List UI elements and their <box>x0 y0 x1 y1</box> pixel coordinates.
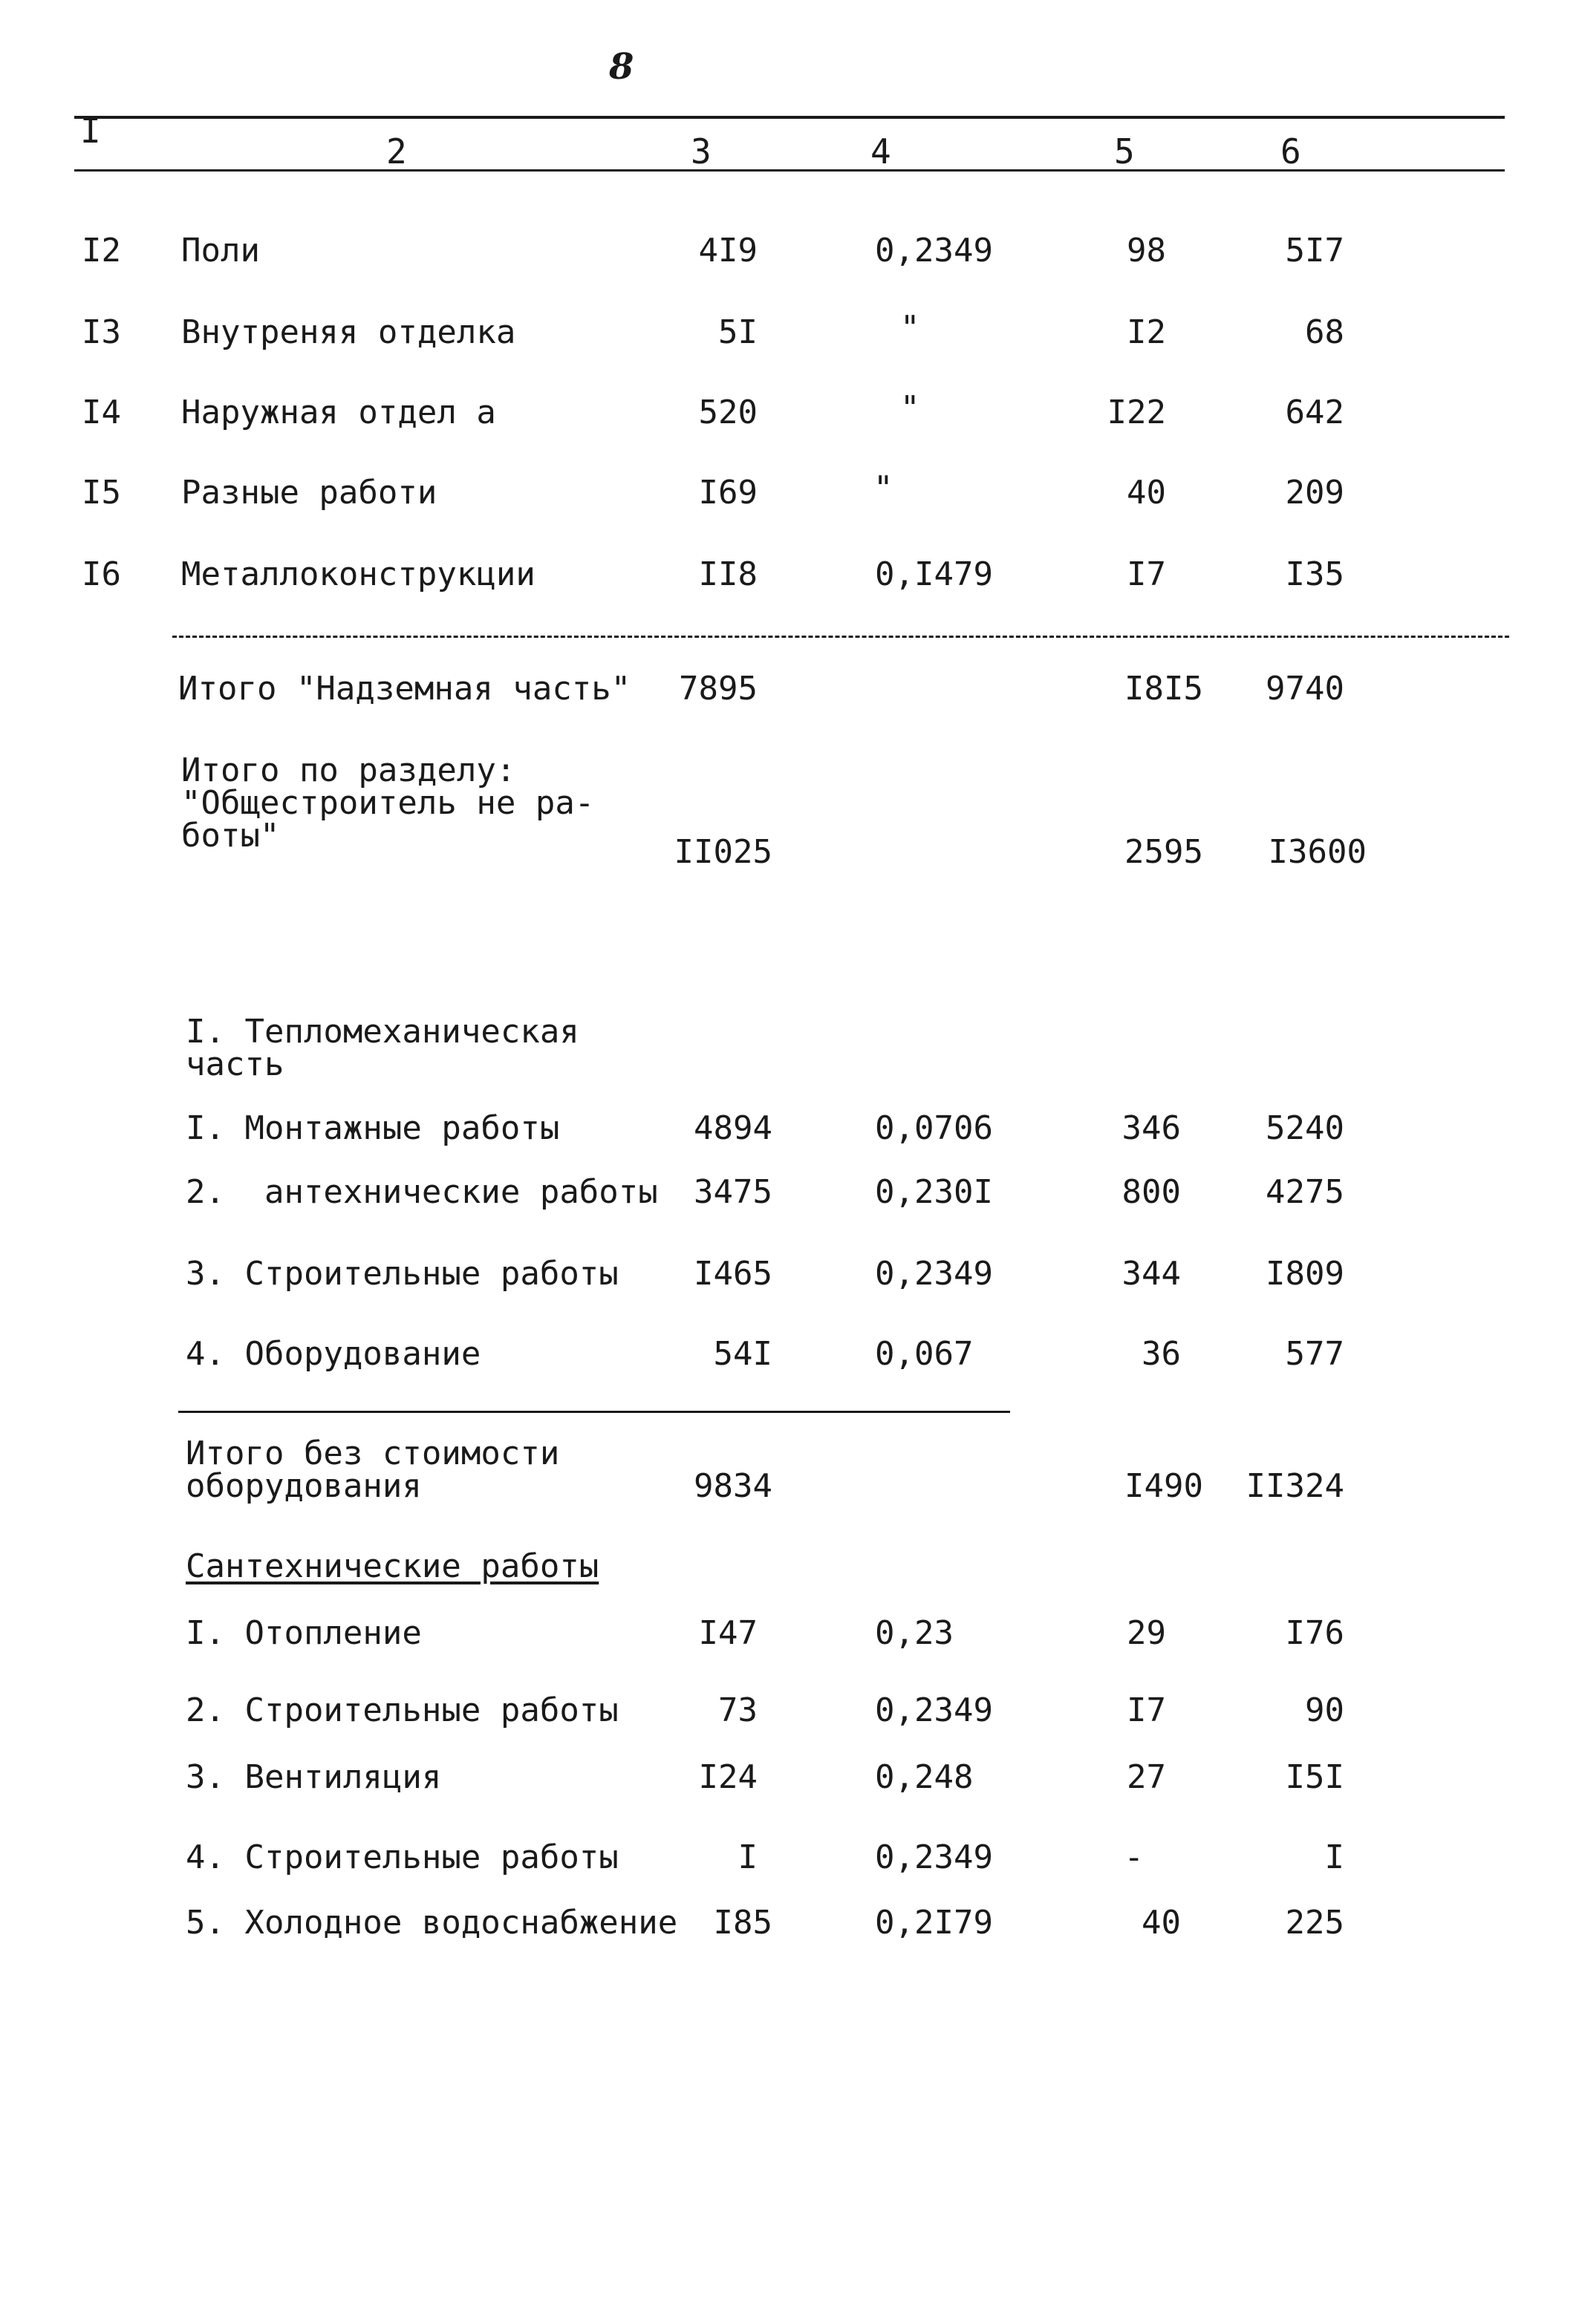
header-col-2: 2 <box>386 131 407 172</box>
heat-total-col-5: I490 <box>1124 1467 1203 1505</box>
row-col-3: I24 <box>698 1758 758 1796</box>
row-col-5: I2 <box>1127 313 1166 351</box>
section-total-label: Итого по разделу: "Общестроитель не ра- боты" <box>181 751 595 855</box>
row-col-3: II8 <box>698 555 758 593</box>
subtotal-label: Итого "Надземная часть" <box>178 670 631 708</box>
subtotal-separator <box>172 636 1509 638</box>
section-total-col-3: II025 <box>674 833 772 871</box>
row-number: I6 <box>82 555 121 593</box>
row-col-5: 36 <box>1142 1335 1181 1373</box>
row-col-4: 0,067 <box>875 1335 974 1373</box>
row-col-6: 5I7 <box>1285 232 1344 270</box>
row-col-5: 27 <box>1127 1758 1166 1796</box>
row-name: I. Отопление <box>186 1614 422 1652</box>
header-col-3: 3 <box>691 131 712 172</box>
row-col-6: I35 <box>1285 555 1344 593</box>
row-name: I. Монтажные работы <box>186 1109 560 1147</box>
row-name: Внутреняя отделка <box>181 313 516 351</box>
row-col-3: 73 <box>718 1691 758 1729</box>
row-col-4: " <box>900 309 920 347</box>
row-col-5: 40 <box>1127 474 1166 512</box>
heat-total-col-3: 9834 <box>694 1467 772 1505</box>
row-col-3: 4I9 <box>698 232 758 270</box>
row-col-6: 5240 <box>1266 1109 1344 1147</box>
header-col-5: 5 <box>1114 131 1135 172</box>
row-col-6: 209 <box>1285 474 1344 512</box>
row-col-4: 0,2349 <box>875 232 993 270</box>
row-name: 3. Вентиляция <box>186 1758 442 1796</box>
header-col-6: 6 <box>1280 131 1301 172</box>
row-col-4: 0,2349 <box>875 1838 993 1876</box>
row-col-4: 0,0706 <box>875 1109 993 1147</box>
row-col-6: 90 <box>1305 1691 1344 1729</box>
row-col-4: 0,2I79 <box>875 1904 993 1942</box>
row-name: Металлоконструкции <box>181 555 535 593</box>
row-col-3: I85 <box>713 1904 772 1942</box>
section-total-col-5: 2595 <box>1124 833 1203 871</box>
row-col-6: 225 <box>1285 1904 1344 1942</box>
heat-total-col-6: II324 <box>1246 1467 1344 1505</box>
row-name: 3. Строительные работы <box>186 1255 619 1293</box>
row-col-5: 98 <box>1127 232 1166 270</box>
row-col-5: 800 <box>1121 1173 1181 1211</box>
header-col-4: 4 <box>870 131 891 172</box>
row-name: 4. Строительные работы <box>186 1838 619 1876</box>
page-number: 8 <box>609 46 634 88</box>
row-col-5: 344 <box>1121 1255 1181 1293</box>
subtotal-col-6: 9740 <box>1266 670 1344 708</box>
row-col-6: 68 <box>1305 313 1344 351</box>
row-number: I2 <box>82 232 121 270</box>
row-col-5: 346 <box>1121 1109 1181 1147</box>
row-col-6: 577 <box>1285 1335 1344 1373</box>
row-col-5: 29 <box>1127 1614 1166 1652</box>
row-name: 2. Строительные работы <box>186 1691 619 1729</box>
row-col-3: 4894 <box>694 1109 772 1147</box>
row-name: Разные работи <box>181 474 437 512</box>
row-col-3: 54I <box>713 1335 772 1373</box>
row-col-6: I5I <box>1285 1758 1344 1796</box>
row-col-6: I76 <box>1285 1614 1344 1652</box>
row-col-6: 4275 <box>1266 1173 1344 1211</box>
row-col-5: 40 <box>1142 1904 1181 1942</box>
section-heading-heat: I. Тепломеханическая часть <box>186 1013 579 1083</box>
row-name: 4. Оборудование <box>186 1335 481 1373</box>
subtotal-col-5: I8I5 <box>1124 670 1203 708</box>
row-col-4: 0,2349 <box>875 1691 993 1729</box>
section-heading-sanitary: Сантехнические работы <box>186 1547 599 1585</box>
row-col-5: I22 <box>1107 394 1166 431</box>
row-col-3: I69 <box>698 474 758 512</box>
row-col-4: " <box>873 469 893 507</box>
heat-total-label: Итого без стоимости оборудования <box>186 1434 560 1505</box>
row-col-5: I7 <box>1127 555 1166 593</box>
section-total-col-6: I3600 <box>1268 833 1367 871</box>
row-col-3: 5I <box>718 313 758 351</box>
row-number: I3 <box>82 313 121 351</box>
row-number: I5 <box>82 474 121 512</box>
row-col-6: I809 <box>1266 1255 1344 1293</box>
row-col-5: - <box>1124 1838 1144 1876</box>
row-col-4: 0,I479 <box>875 555 993 593</box>
row-name: 5. Холодное водоснабжение <box>186 1904 678 1942</box>
row-number: I4 <box>82 394 121 431</box>
row-col-4: 0,23 <box>875 1614 954 1652</box>
row-col-4: 0,230I <box>875 1173 993 1211</box>
row-col-3: I47 <box>698 1614 758 1652</box>
row-col-3: 3475 <box>694 1173 772 1211</box>
row-name: Поли <box>181 232 260 270</box>
row-col-4: " <box>900 389 920 427</box>
header-col-1: I <box>80 111 101 151</box>
heat-total-separator <box>178 1411 1010 1413</box>
row-col-4: 0,248 <box>875 1758 974 1796</box>
row-col-3: I <box>738 1838 758 1876</box>
subtotal-col-3: 7895 <box>679 670 758 708</box>
row-name: 2. антехнические работы <box>186 1173 658 1211</box>
row-col-4: 0,2349 <box>875 1255 993 1293</box>
row-col-6: 642 <box>1285 394 1344 431</box>
row-col-3: 520 <box>698 394 758 431</box>
row-col-6: I <box>1324 1838 1344 1876</box>
row-col-3: I465 <box>694 1255 772 1293</box>
header-top-rule <box>74 116 1505 119</box>
row-name: Наружная отдел а <box>181 394 496 431</box>
row-col-5: I7 <box>1127 1691 1166 1729</box>
